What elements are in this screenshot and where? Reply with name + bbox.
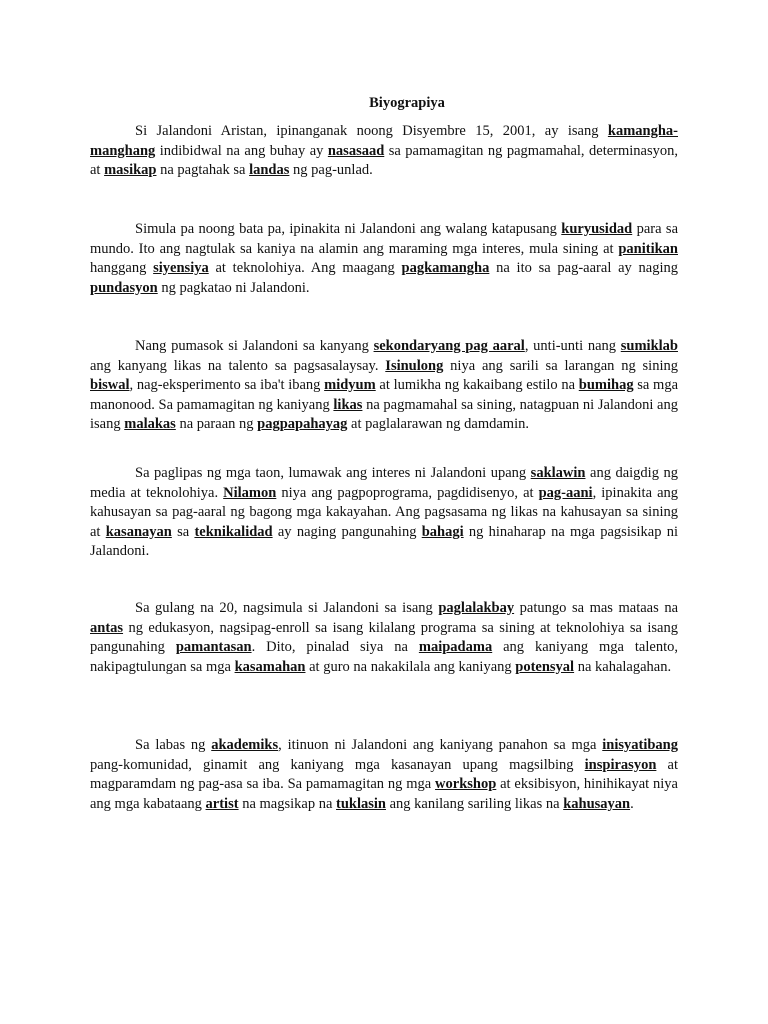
keyword: potensyal (515, 658, 575, 675)
paragraph-text: niya ang pagpoprograma, pagdidisenyo, at (276, 484, 539, 501)
keyword: kasanayan (105, 523, 172, 540)
paragraph-text: sa pamamagitan ng pagmamahal, determinasyon, at (90, 142, 678, 178)
keyword: kasamahan (234, 658, 306, 675)
keyword: tuklasin (336, 795, 386, 812)
keyword: panitikan (618, 240, 678, 257)
keyword: bahagi (421, 523, 464, 540)
paragraph-text: niya ang sarili sa larangan ng sining (443, 357, 678, 374)
paragraph-5 (90, 599, 678, 677)
paragraph-text: . Dito, pinalad siya na (251, 639, 419, 655)
paragraph-text: Si Jalandoni Aristan, ipinanganak noong Disyembre 15, 2001, ay isang (135, 123, 608, 139)
keyword: pundasyon (90, 279, 158, 296)
paragraph-text: na pagmamahal sa sining, natagpuan ni Jalandoni ang isang (90, 396, 678, 432)
paragraph-text: na kahalagahan. (574, 658, 672, 675)
keyword: maipadama (418, 639, 493, 655)
paragraph-text: sa mga manonood. Sa pamamagitan ng kaniyang (90, 377, 679, 413)
keyword: biswal (90, 377, 130, 393)
keyword: teknikalidad (194, 523, 273, 540)
keyword: workshop (435, 776, 497, 792)
keyword: artist (205, 795, 239, 812)
paragraph-text: Sa paglipas ng mga taon, lumawak ang interes ni Jalandoni upang (135, 465, 531, 481)
paragraph-text: ay naging pangunahing (272, 523, 422, 540)
keyword: kamangha-manghang (90, 123, 678, 159)
keyword: Nilamon (223, 484, 277, 501)
paragraph-text: ang kaniyang mga talento, nakipagtulungan sa mga (90, 639, 678, 675)
keyword: akademiks (211, 737, 279, 753)
paragraph-text: , nag-eksperimento sa iba't ibang (129, 377, 325, 393)
keyword: midyum (324, 377, 376, 393)
paragraph-text: at eksibisyon, hinihikayat niya ang mga kabataang (90, 776, 678, 812)
keyword: pagpapahayag (257, 416, 348, 432)
paragraph-text: na magsikap na (238, 795, 337, 812)
paragraph-text: patungo sa mas mataas na (514, 600, 679, 616)
paragraph-text: na paraan ng (175, 416, 258, 432)
keyword: pagkamangha (401, 260, 490, 276)
keyword: kuryusidad (561, 221, 633, 237)
keyword: saklawin (530, 465, 586, 481)
keyword: masikap (104, 162, 157, 178)
keyword: inisyatibang (602, 737, 678, 753)
keyword: pamantasan (175, 639, 252, 655)
paragraph-text: Sa labas ng (135, 737, 212, 753)
paragraph-text: ng pag-unlad. (289, 162, 373, 178)
paragraph-text: Nang pumasok si Jalandoni sa kanyang (135, 338, 374, 354)
paragraph-text: ng edukasyon, nagsipag-enroll sa isang kilalang programa sa sining at teknolohiya sa isang pangunahing (90, 619, 678, 655)
paragraph-text: at magparamdam ng pag-asa sa iba. Sa pamamagitan ng mga (90, 756, 678, 792)
paragraph-text: at lumikha ng kakaibang estilo na (375, 377, 579, 393)
keyword: kahusayan (563, 795, 631, 812)
paragraph-1 (90, 122, 678, 181)
document-title: Biyograpiya (369, 95, 445, 111)
keyword: landas (249, 162, 290, 178)
keyword: Isinulong (385, 357, 444, 374)
paragraph-text: at guro na nakakilala ang kaniyang (305, 658, 516, 675)
keyword: sumiklab (620, 338, 678, 354)
paragraph-text: at teknolohiya. Ang maagang (208, 260, 402, 276)
keyword: siyensiya (153, 260, 209, 276)
paragraph-text: , ipinakita ang kahusayan sa pag-aaral ng bagong mga kakayahan. Ang pagsasama ng likas na kahusayan sa sining at (90, 484, 679, 540)
paragraph-text: sa (171, 523, 195, 540)
paragraph-text: Simula pa noong bata pa, ipinakita ni Jalandoni ang walang katapusang (135, 221, 562, 237)
paragraph-text: , itinuon ni Jalandoni ang kaniyang panahon sa mga (278, 737, 603, 753)
paragraph-text: . (630, 795, 634, 812)
paragraph-text: ng pagkatao ni Jalandoni. (157, 279, 310, 296)
paragraph-text: para sa mundo. Ito ang nagtulak sa kaniya na alamin ang maraming mga interes, mula sining at (90, 221, 679, 257)
paragraph-text: at paglalarawan ng damdamin. (347, 416, 529, 432)
paragraph-text: , unti-unti nang (524, 338, 621, 354)
paragraph-2 (90, 220, 678, 298)
paragraph-text: ang kanyang likas na talento sa pagsasalaysay. (90, 357, 386, 374)
paragraph-text: Sa gulang na 20, nagsimula si Jalandoni sa isang (135, 600, 439, 616)
keyword: sekondaryang pag aaral (373, 338, 525, 354)
keyword: paglalakbay (438, 600, 515, 616)
paragraph-text: hanggang (90, 260, 154, 276)
paragraph-6 (90, 736, 678, 814)
keyword: pag-aani (538, 484, 593, 501)
paragraph-text: ng hinaharap na mga pagsisikap ni Jalandoni. (90, 523, 678, 559)
keyword: likas (333, 396, 363, 413)
paragraph-text: na ito sa pag-aaral ay naging (489, 260, 678, 276)
keyword: nasasaad (327, 142, 385, 159)
paragraph-4 (90, 464, 678, 562)
keyword: inspirasyon (584, 756, 657, 773)
paragraph-text: ang kanilang sariling likas na (386, 795, 564, 812)
paragraph-3 (90, 337, 678, 435)
keyword: malakas (124, 416, 176, 432)
keyword: antas (90, 619, 124, 636)
paragraph-text: ang daigdig ng media at teknolohiya. (90, 465, 678, 501)
paragraph-text: na pagtahak sa (156, 162, 250, 178)
paragraph-text: pang-komunidad, ginamit ang kaniyang mga kasanayan upang magsilbing (90, 756, 585, 773)
paragraph-text: indibidwal na ang buhay ay (155, 142, 328, 159)
keyword: bumihag (578, 377, 634, 393)
